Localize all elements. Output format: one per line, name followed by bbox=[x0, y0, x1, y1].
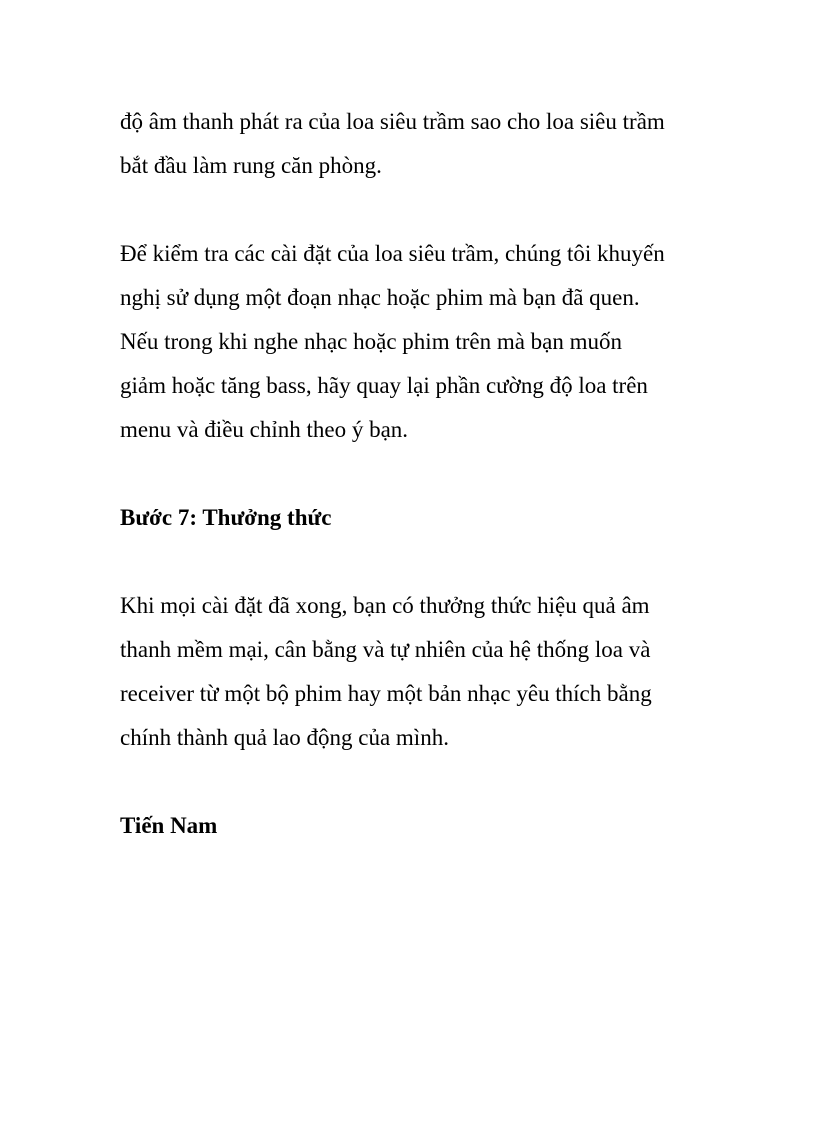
author-name: Tiến Nam bbox=[120, 813, 218, 838]
paragraph-spacer bbox=[120, 760, 720, 804]
text-line: bắt đầu làm rung căn phòng. bbox=[120, 153, 382, 178]
text-line: Để kiểm tra các cài đặt của loa siêu trầm, chúng tôi khuyến bbox=[120, 241, 665, 266]
text-line: menu và điều chỉnh theo ý bạn. bbox=[120, 417, 409, 442]
author-signature bbox=[120, 804, 720, 848]
paragraph-enjoy bbox=[120, 584, 720, 760]
text-line: Khi mọi cài đặt đã xong, bạn có thưởng thức hiệu quả âm bbox=[120, 593, 650, 618]
text-line: receiver từ một bộ phim hay một bản nhạc yêu thích bằng bbox=[120, 681, 652, 706]
text-line: chính thành quả lao động của mình. bbox=[120, 725, 449, 750]
paragraph-spacer bbox=[120, 452, 720, 496]
document-body bbox=[120, 100, 720, 848]
paragraph-test-settings bbox=[120, 232, 720, 452]
text-line: Nếu trong khi nghe nhạc hoặc phim trên mà bạn muốn bbox=[120, 329, 623, 354]
text-line: giảm hoặc tăng bass, hãy quay lại phần cường độ loa trên bbox=[120, 373, 648, 398]
paragraph-subwoofer-volume bbox=[120, 100, 720, 188]
section-heading-step-7 bbox=[120, 496, 720, 540]
text-line: độ âm thanh phát ra của loa siêu trầm sao cho loa siêu trầm bbox=[120, 109, 665, 134]
paragraph-spacer bbox=[120, 540, 720, 584]
text-line: nghị sử dụng một đoạn nhạc hoặc phim mà bạn đã quen. bbox=[120, 285, 640, 310]
heading-text: Bước 7: Thưởng thức bbox=[120, 505, 332, 530]
paragraph-spacer bbox=[120, 188, 720, 232]
text-line: thanh mềm mại, cân bằng và tự nhiên của hệ thống loa và bbox=[120, 637, 651, 662]
